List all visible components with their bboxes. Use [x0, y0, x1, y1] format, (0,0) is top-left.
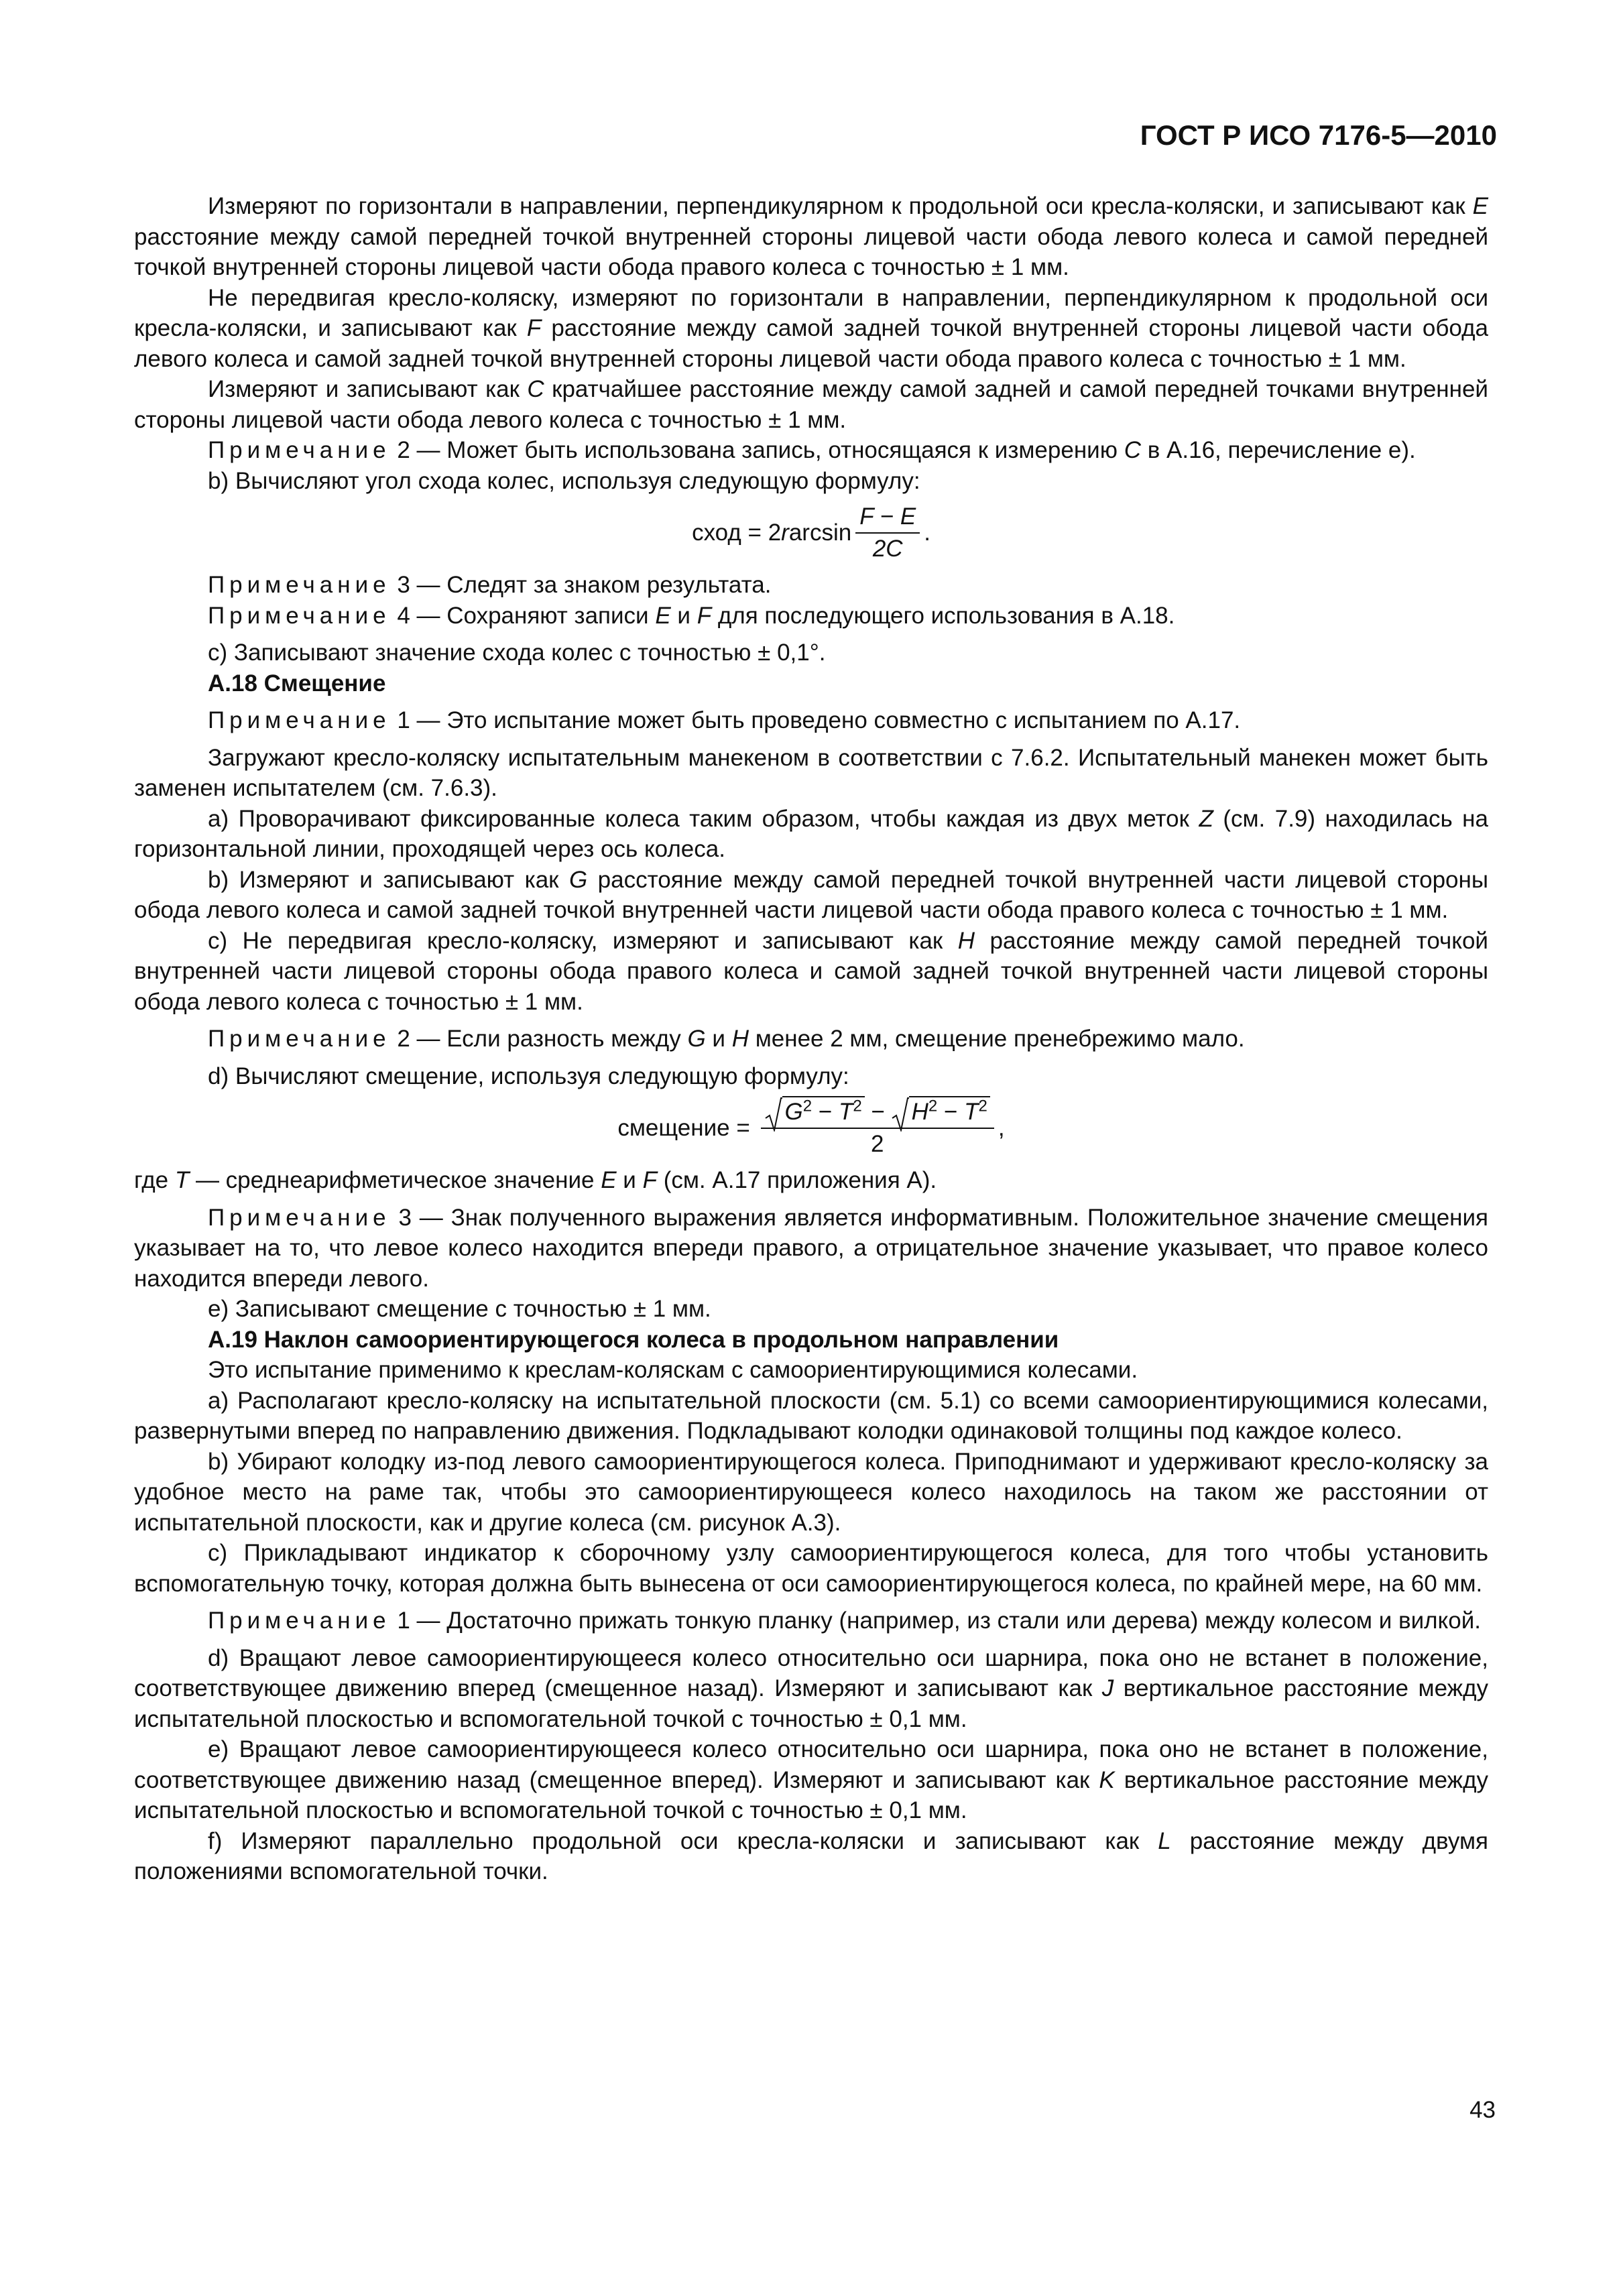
note: Примечание 4 — Сохраняют записи E и F для последующего использования в А.18. — [208, 602, 1175, 629]
radical-icon — [892, 1097, 909, 1132]
list-item: с) Прикладывают индикатор к сборочному узлу самоориентирующегося колеса, для того чтобы установить вспомогательную точку, которая должна быть вынесена от оси самоориентирующегося колеса, по крайней мере, на 60 мм. — [134, 1540, 1488, 1597]
list-item: d) Вычисляют смещение, используя следующую формулу: — [208, 1063, 849, 1089]
list-item: а) Располагают кресло-коляску на испытательной плоскости (см. 5.1) со всеми самоориентирующимися колесами, развернутыми вперед по направлению движения. Подкладывают колодки одинаковой толщины под каждое колесо. — [134, 1387, 1488, 1444]
paragraph: Это испытание применимо к креслам-коляскам с самоориентирующимися колесами. — [208, 1357, 1138, 1383]
offset-formula: смещение = $G^2 - T^2$ − $H^2 - T^2$ 2 , — [617, 1097, 1005, 1157]
fraction: $\frac{F - E}{2C}$ — [855, 503, 920, 563]
paragraph: Загружают кресло-коляску испытательным манекеном в соответствии с 7.6.2. Испытательный манекен может быть заменен испытателем (см. 7.6.3). — [134, 744, 1488, 801]
note: Примечание 2 — Если разность между G и H менее 2 мм, смещение пренебрежимо мало. — [208, 1026, 1245, 1052]
fraction: $G^2 - T^2$ − $H^2 - T^2$ 2 — [761, 1098, 994, 1158]
list-item: с) Записывают значение схода колес с точностью ± 0,1°. — [208, 640, 826, 666]
list-item: с) Не передвигая кресло-коляску, измеряют и записывают как H расстояние между самой передней точкой внутренней части лицевой стороны обода правого колеса и самой задней точкой внутренней части лицевой стороны обода левого колеса с точностью ± 1 мм. — [134, 927, 1488, 1015]
sqrt-sign: $H^2 - T^2$ — [892, 1098, 990, 1126]
radical-icon — [765, 1097, 782, 1132]
list-item: b) Убирают колодку из-под левого самоориентирующегося колеса. Приподнимают и удерживают кресло-коляску за удобное место на раме так, чтобы это самоориентирующееся колесо находилось на таком же расстоянии от испытательной плоскости, как и другие колеса (см. рисунок А.3). — [134, 1448, 1488, 1536]
section-heading-a19: А.19 Наклон самоориентирующегося колеса в продольном направлении — [208, 1326, 1059, 1353]
page-number: 43 — [1469, 2097, 1496, 2123]
note: Примечание 3 — Знак полученного выражения является информативным. Положительное значение смещения указывает на то, что левое колесо находится впереди правого, а отрицательное значение указывает, что правое колесо находится впереди левого. — [134, 1204, 1488, 1292]
paragraph: где T — среднеарифметическое значение E и F (см. А.17 приложения А). — [134, 1167, 937, 1193]
list-item: b) Измеряют и записывают как G расстояние между самой передней точкой внутренней части лицевой стороны обода левого колеса и самой задней точкой внутренней части лицевой части обода правого колеса с точностью ± 1 мм. — [134, 866, 1488, 923]
paragraph: Измеряют по горизонтали в направлении, перпендикулярном к продольной оси кресла-коляски, и записывают как E расстояние между самой передней точкой внутренней стороны лицевой части обода левого колеса и самой передней точкой внутренней стороны лицевой части обода правого колеса с точностью ± 1 мм. — [134, 193, 1488, 280]
toe-formula: сход = 2 r arcsin $\frac{F - E}{2C}$ . — [692, 503, 930, 562]
section-heading-a18: А.18 Смещение — [208, 670, 386, 697]
paragraph: Измеряют и записывают как C кратчайшее расстояние между самой задней и самой передней точками внутренней стороны лицевой части обода левого колеса с точностью ± 1 мм. — [134, 376, 1488, 433]
paragraph: Не передвигая кресло-коляску, измеряют по горизонтали в направлении, перпендикулярном к продольной оси кресла-коляски, и записывают как F расстояние между самой задней точкой внутренней стороны лицевой части обода левого колеса и самой задней точкой внутренней стороны лицевой части обода правого колеса с точностью ± 1 мм. — [134, 284, 1488, 372]
note: Примечание 1 — Достаточно прижать тонкую планку (например, из стали или дерева) между колесом и вилкой. — [208, 1608, 1481, 1634]
document-header: ГОСТ Р ИСО 7176-5—2010 — [1140, 119, 1497, 151]
list-item: b) Вычисляют угол схода колес, используя следующую формулу: — [208, 467, 920, 494]
list-item: е) Записывают смещение с точностью ± 1 мм. — [208, 1296, 711, 1322]
sqrt-sign: $G^2 - T^2$ — [765, 1098, 865, 1126]
document-body — [134, 191, 1488, 1887]
note: Примечание 2 — Может быть использована запись, относящаяся к измерению C в А.16, перечисление е). — [208, 437, 1416, 463]
list-item: а) Проворачивают фиксированные колеса таким образом, чтобы каждая из двух меток Z (см. 7.9) находилась на горизонтальной линии, проходящей через ось колеса. — [134, 805, 1488, 862]
note: Примечание 3 — Следят за знаком результата. — [208, 572, 772, 598]
list-item: f) Измеряют параллельно продольной оси кресла-коляски и записывают как L расстояние между двумя положениями вспомогательной точки. — [134, 1827, 1488, 1884]
list-item: е) Вращают левое самоориентирующееся колесо относительно оси шарнира, пока оно не встанет в положение, соответствующее движению назад (смещенное вперед). Измеряют и записывают как K вертикальное расстояние между испытательной плоскостью и вспомогательной точкой с точностью ± 0,1 мм. — [134, 1736, 1489, 1823]
note: Примечание 1 — Это испытание может быть проведено совместно с испытанием по А.17. — [208, 707, 1241, 733]
list-item: d) Вращают левое самоориентирующееся колесо относительно оси шарнира, пока оно не встанет в положение, соответствующее движению вперед (смещенное назад). Измеряют и записывают как J вертикальное расстояние между испытательной плоскостью и вспомогательной точкой с точностью ± 0,1 мм. — [134, 1644, 1489, 1732]
